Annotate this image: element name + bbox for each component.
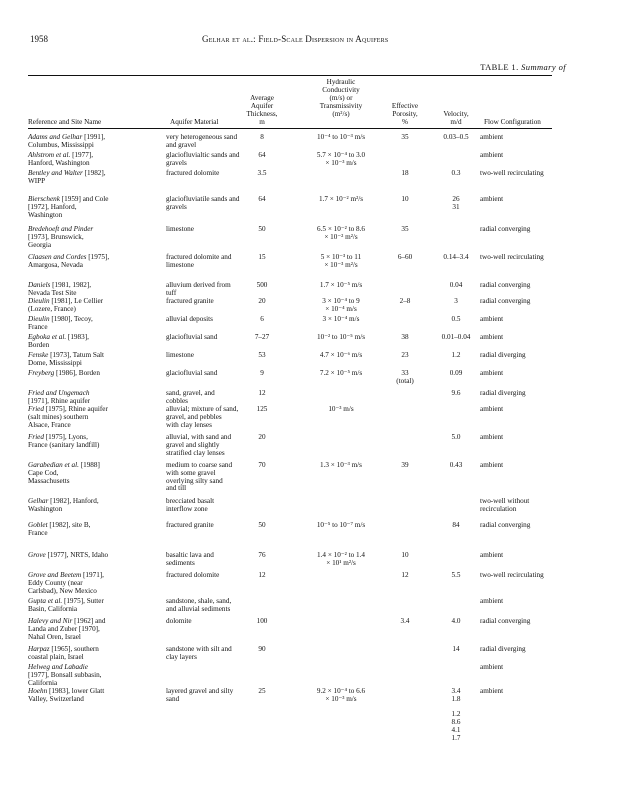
reference-author: Dieulin	[28, 315, 50, 323]
flow-configuration-cell: two-well recirculating	[480, 571, 544, 579]
effective-porosity-cell: 3.4	[400, 617, 410, 625]
reference-site: [1962] and Landa and Zuber [1970], Nahal Oren, Israel	[28, 617, 106, 641]
page-number: 1958	[30, 34, 48, 44]
reference-cell	[28, 434, 148, 450]
reference-author: Fried	[28, 405, 44, 413]
flow-configuration-cell: ambient	[480, 405, 504, 413]
hydraulic-conductivity-cell: 3 × 10⁻⁴ m/s	[322, 315, 360, 323]
reference-cell	[28, 352, 148, 368]
reference-author: Adams and Gelhar	[28, 133, 83, 141]
flow-configuration-cell: radial diverging	[480, 351, 526, 359]
effective-porosity-cell: 35	[401, 133, 409, 141]
hydraulic-conductivity-cell: 3 × 10⁻⁴ to 9 × 10⁻⁴ m/s	[322, 297, 360, 313]
table-top-rule	[28, 75, 552, 76]
reference-author: Hoehn	[28, 687, 48, 695]
velocity-cell: 3	[454, 297, 458, 305]
effective-porosity-cell: 10	[401, 551, 409, 559]
effective-porosity-cell: 12	[401, 571, 409, 579]
reference-site: [1986], Borden	[54, 369, 100, 377]
aquifer-thickness-cell: 20	[258, 433, 266, 441]
reference-author: Grove and Beetem	[28, 571, 82, 579]
reference-site: [1981], Le Cellier (Lozere, France)	[28, 297, 104, 313]
hydraulic-conductivity-cell: 10⁻³ m/s	[328, 405, 354, 413]
aquifer-thickness-cell: 70	[258, 461, 266, 469]
aquifer-thickness-cell: 64	[258, 195, 266, 203]
effective-porosity-cell: 6–60	[397, 253, 413, 261]
aquifer-thickness-cell: 20	[258, 297, 266, 305]
reference-site: [1973], Tatum Salt Dome, Mississippi	[28, 351, 105, 367]
aquifer-thickness-cell: 9	[260, 369, 264, 377]
flow-configuration-cell: ambient	[480, 687, 504, 695]
reference-author: Gupta et al.	[28, 597, 63, 605]
aquifer-material-cell: fractured dolomite	[166, 571, 220, 579]
hydraulic-conductivity-cell: 1.3 × 10⁻³ m/s	[320, 461, 362, 469]
table-label	[480, 62, 566, 72]
aquifer-material-cell: sand, gravel, and cobbles	[166, 389, 215, 405]
velocity-cell: 0.5	[451, 315, 461, 323]
flow-configuration-cell: ambient	[480, 315, 504, 323]
aquifer-material-cell: very heterogeneous sand and gravel	[166, 133, 238, 149]
effective-porosity-cell: 2–8	[399, 297, 411, 305]
aquifer-material-cell: brecciated basalt interflow zone	[166, 497, 215, 513]
aquifer-material-cell: sandstone, shale, sand, and alluvial sediments	[166, 597, 232, 613]
flow-configuration-cell: radial converging	[480, 225, 531, 233]
reference-site: [1983], lower Glatt Valley, Switzerland	[28, 687, 105, 703]
reference-author: Goblet	[28, 521, 48, 529]
reference-author: Bentley and Walter	[28, 169, 83, 177]
column-header-reference: Reference and Site Name	[28, 118, 102, 126]
aquifer-thickness-cell: 500	[256, 281, 268, 289]
aquifer-thickness-cell: 50	[258, 225, 266, 233]
column-header-velocity: Velocity, m/d	[443, 110, 469, 126]
reference-cell	[28, 646, 148, 662]
velocity-cell: 14	[452, 645, 460, 653]
hydraulic-conductivity-cell: 10⁻⁵ to 10⁻⁷ m/s	[316, 521, 366, 529]
aquifer-thickness-cell: 3.5	[257, 169, 267, 177]
aquifer-material-cell: medium to coarse sand with some gravel overlying silty sand and till	[166, 461, 233, 493]
flow-configuration-cell: ambient	[480, 433, 504, 441]
reference-cell	[28, 226, 148, 249]
reference-cell	[28, 498, 148, 514]
flow-configuration-cell: radial converging	[480, 617, 531, 625]
aquifer-thickness-cell: 53	[258, 351, 266, 359]
effective-porosity-cell: 35	[401, 225, 409, 233]
reference-site: [1991], Columbus, Mississippi	[28, 133, 106, 149]
hydraulic-conductivity-cell: 10⁻⁴ to 10⁻³ m/s	[317, 133, 365, 141]
reference-author: Bierschenk	[28, 195, 60, 203]
reference-author: Fried	[28, 433, 44, 441]
aquifer-material-cell: sandstone with silt and clay layers	[166, 645, 232, 661]
reference-author: Daniels	[28, 281, 51, 289]
reference-site: [1965], southern coastal plain, Israel	[28, 645, 99, 661]
reference-author: Ahlstrom et al.	[28, 151, 71, 159]
page-header	[30, 34, 588, 48]
aquifer-thickness-cell: 25	[258, 687, 266, 695]
flow-configuration-cell: ambient	[480, 597, 504, 605]
flow-configuration-cell: radial diverging	[480, 389, 526, 397]
effective-porosity-cell: 23	[401, 351, 409, 359]
effective-porosity-cell: 33 (total)	[396, 369, 414, 385]
aquifer-material-cell: glaciofluviatile sands and gravels	[166, 195, 240, 211]
effective-porosity-cell: 10	[401, 195, 409, 203]
flow-configuration-cell: ambient	[480, 133, 504, 141]
aquifer-thickness-cell: 76	[258, 551, 266, 559]
hydraulic-conductivity-cell: 9.2 × 10⁻⁴ to 6.6 × 10⁻³ m/s	[316, 687, 366, 703]
column-header-porosity: Effective Porosity, %	[391, 102, 419, 126]
reference-cell	[28, 370, 148, 378]
aquifer-material-cell: fractured granite	[166, 521, 214, 529]
reference-author: Gelhar	[28, 497, 49, 505]
aquifer-thickness-cell: 6	[260, 315, 264, 323]
reference-cell	[28, 316, 148, 332]
reference-site: [1973], Brunswick, Georgia	[28, 232, 84, 249]
reference-cell	[28, 334, 148, 350]
reference-author: Helweg and Labadie	[28, 663, 88, 671]
aquifer-material-cell: alluvium derived from tuff	[166, 281, 231, 297]
aquifer-material-cell: glaciofluvialtic sands and gravels	[166, 151, 240, 167]
reference-site: [1983], Borden	[28, 333, 89, 349]
aquifer-material-cell: alluvial deposits	[166, 315, 213, 323]
reference-cell	[28, 522, 148, 538]
flow-configuration-cell: radial converging	[480, 521, 531, 529]
aquifer-material-cell: basaltic lava and sediments	[166, 551, 214, 567]
hydraulic-conductivity-cell: 6.5 × 10⁻² to 8.6 × 10⁻² m²/s	[317, 225, 365, 241]
reference-site: [1977], Bonsall subbasin, California	[28, 670, 102, 687]
flow-configuration-cell: radial converging	[480, 281, 531, 289]
reference-site: [1982], WIPP	[28, 169, 106, 185]
reference-site: [1975], Rhine aquifer (salt mines) southern Alsace, France	[28, 405, 108, 429]
reference-cell	[28, 572, 148, 595]
reference-cell	[28, 688, 148, 704]
header-bottom-rule	[28, 128, 552, 129]
effective-porosity-cell: 18	[401, 169, 409, 177]
reference-cell	[28, 664, 148, 687]
velocity-cell: 0.14–3.4	[443, 253, 469, 261]
velocity-cell: 0.03–0.5	[443, 133, 469, 141]
reference-cell	[28, 298, 148, 314]
column-header-conductivity: Hydraulic Conductivity (m/s) or Transmissivity (m²/s)	[319, 78, 363, 118]
velocity-cell: 3.4 1.8 1.2 8.6 4.1 1.7	[451, 687, 461, 742]
reference-author: Bredehoeft and Pinder	[28, 225, 94, 233]
reference-author: Fried and Ungemach	[28, 389, 90, 397]
reference-author: Freyberg	[28, 369, 55, 377]
velocity-cell: 84	[452, 521, 460, 529]
running-title: Gelhar et al.: Field-Scale Dispersion in Aquifers	[202, 34, 389, 44]
hydraulic-conductivity-cell: 1.7 × 10⁻² m²/s	[318, 195, 364, 203]
aquifer-material-cell: alluvial, with sand and gravel and slightly stratified clay lenses	[166, 433, 232, 457]
reference-site: [1975], Sutter Basin, California	[28, 597, 104, 613]
aquifer-thickness-cell: 7–27	[254, 333, 270, 341]
flow-configuration-cell: ambient	[480, 195, 504, 203]
flow-configuration-cell: ambient	[480, 369, 504, 377]
hydraulic-conductivity-cell: 1.7 × 10⁻⁵ m/s	[319, 281, 363, 289]
reference-site: [1971], Rhine aquifer	[28, 396, 91, 405]
flow-configuration-cell: two-well recirculating	[480, 169, 544, 177]
hydraulic-conductivity-cell: 1.4 × 10⁻² to 1.4 × 10¹ m²/s	[317, 551, 365, 567]
aquifer-thickness-cell: 100	[256, 617, 268, 625]
aquifer-material-cell: limestone	[166, 225, 194, 233]
reference-site: [1975], Lyons, France (sanitary landfill)	[28, 433, 100, 449]
aquifer-material-cell: glaciofluvial sand	[166, 369, 218, 377]
flow-configuration-cell: ambient	[480, 461, 504, 469]
velocity-cell: 4.0	[451, 617, 461, 625]
velocity-cell: 0.04	[449, 281, 463, 289]
flow-configuration-cell: ambient	[480, 663, 504, 671]
aquifer-material-cell: dolomite	[166, 617, 192, 625]
reference-cell	[28, 196, 148, 219]
hydraulic-conductivity-cell: 10⁻² to 10⁻⁵ m/s	[317, 333, 365, 341]
reference-site: [1975], Amargosa, Nevada	[28, 253, 110, 269]
reference-cell	[28, 390, 148, 406]
reference-author: Garabedian et al.	[28, 461, 79, 469]
aquifer-material-cell: fractured dolomite and limestone	[166, 253, 232, 269]
aquifer-thickness-cell: 15	[258, 253, 266, 261]
reference-cell	[28, 282, 148, 298]
reference-cell	[28, 170, 148, 186]
velocity-cell: 9.6	[451, 389, 461, 397]
flow-configuration-cell: two-well without recirculation	[480, 497, 530, 513]
effective-porosity-cell: 39	[401, 461, 409, 469]
aquifer-material-cell: fractured granite	[166, 297, 214, 305]
velocity-cell: 0.01–0.04	[441, 333, 471, 341]
aquifer-thickness-cell: 8	[260, 133, 264, 141]
effective-porosity-cell: 38	[401, 333, 409, 341]
aquifer-thickness-cell: 90	[258, 645, 266, 653]
aquifer-material-cell: alluvial; mixture of sand, gravel, and pebbles with clay lenses	[166, 405, 239, 429]
velocity-cell: 5.5	[451, 571, 461, 579]
reference-site: [1982], site B, France	[28, 521, 91, 537]
aquifer-thickness-cell: 64	[258, 151, 266, 159]
reference-author: Grove	[28, 551, 46, 559]
table-caption-start: Summary of	[521, 62, 566, 72]
reference-site: [1988] Cape Cod, Massachusetts	[28, 461, 100, 485]
reference-cell	[28, 406, 148, 429]
reference-author: Harpaz	[28, 645, 50, 653]
reference-cell	[28, 152, 148, 168]
velocity-cell: 0.3	[451, 169, 461, 177]
aquifer-material-cell: layered gravel and silty sand	[166, 687, 234, 703]
reference-cell	[28, 462, 148, 485]
velocity-cell: 0.43	[449, 461, 463, 469]
reference-cell	[28, 134, 148, 150]
flow-configuration-cell: radial diverging	[480, 645, 526, 653]
reference-author: Egboka et al.	[28, 333, 67, 341]
reference-cell	[28, 618, 148, 641]
reference-cell	[28, 552, 148, 560]
aquifer-thickness-cell: 125	[256, 405, 268, 413]
aquifer-material-cell: fractured dolomite	[166, 169, 220, 177]
hydraulic-conductivity-cell: 5.7 × 10⁻⁴ to 3.0 × 10⁻³ m/s	[316, 151, 366, 167]
aquifer-material-cell: limestone	[166, 351, 194, 359]
reference-author: Dieulin	[28, 297, 50, 305]
reference-author: Fenske	[28, 351, 49, 359]
reference-site: [1977], NRTS, Idaho	[45, 551, 109, 559]
reference-author: Halevy and Nir	[28, 617, 73, 625]
flow-configuration-cell: ambient	[480, 151, 504, 159]
velocity-cell: 26 31	[452, 195, 460, 211]
reference-cell	[28, 598, 148, 614]
reference-cell	[28, 254, 148, 270]
hydraulic-conductivity-cell: 4.7 × 10⁻⁶ m/s	[319, 351, 363, 359]
hydraulic-conductivity-cell: 5 × 10⁻³ to 11 × 10⁻³ m²/s	[320, 253, 362, 269]
velocity-cell: 1.2	[451, 351, 461, 359]
reference-site: [1977], Hanford, Washington	[28, 151, 94, 167]
aquifer-thickness-cell: 50	[258, 521, 266, 529]
velocity-cell: 5.0	[451, 433, 461, 441]
reference-site: [1971], Eddy County (near Carlsbad), New Mexico	[28, 571, 104, 595]
aquifer-thickness-cell: 12	[258, 571, 266, 579]
aquifer-thickness-cell: 12	[258, 389, 266, 397]
reference-site: [1980], Tecoy, France	[28, 315, 93, 331]
velocity-cell: 0.09	[449, 369, 463, 377]
flow-configuration-cell: two-well recirculating	[480, 253, 544, 261]
column-header-thickness: Average Aquifer Thickness, m	[246, 94, 278, 126]
hydraulic-conductivity-cell: 7.2 × 10⁻⁵ m/s	[319, 369, 363, 377]
table-number: TABLE 1.	[480, 62, 519, 72]
flow-configuration-cell: ambient	[480, 333, 504, 341]
reference-author: Claasen and Cordes	[28, 253, 87, 261]
column-header-aquifer: Aquifer Material	[170, 118, 219, 126]
column-header-flow: Flow Configuration	[484, 118, 541, 126]
reference-site: [1959] and Cole [1972], Hanford, Washington	[28, 195, 109, 219]
reference-site: [1982], Hanford, Washington	[28, 497, 99, 513]
flow-configuration-cell: ambient	[480, 551, 504, 559]
flow-configuration-cell: radial converging	[480, 297, 531, 305]
reference-site: [1981, 1982], Nevada Test Site	[28, 281, 92, 297]
aquifer-material-cell: glaciofluvial sand	[166, 333, 218, 341]
